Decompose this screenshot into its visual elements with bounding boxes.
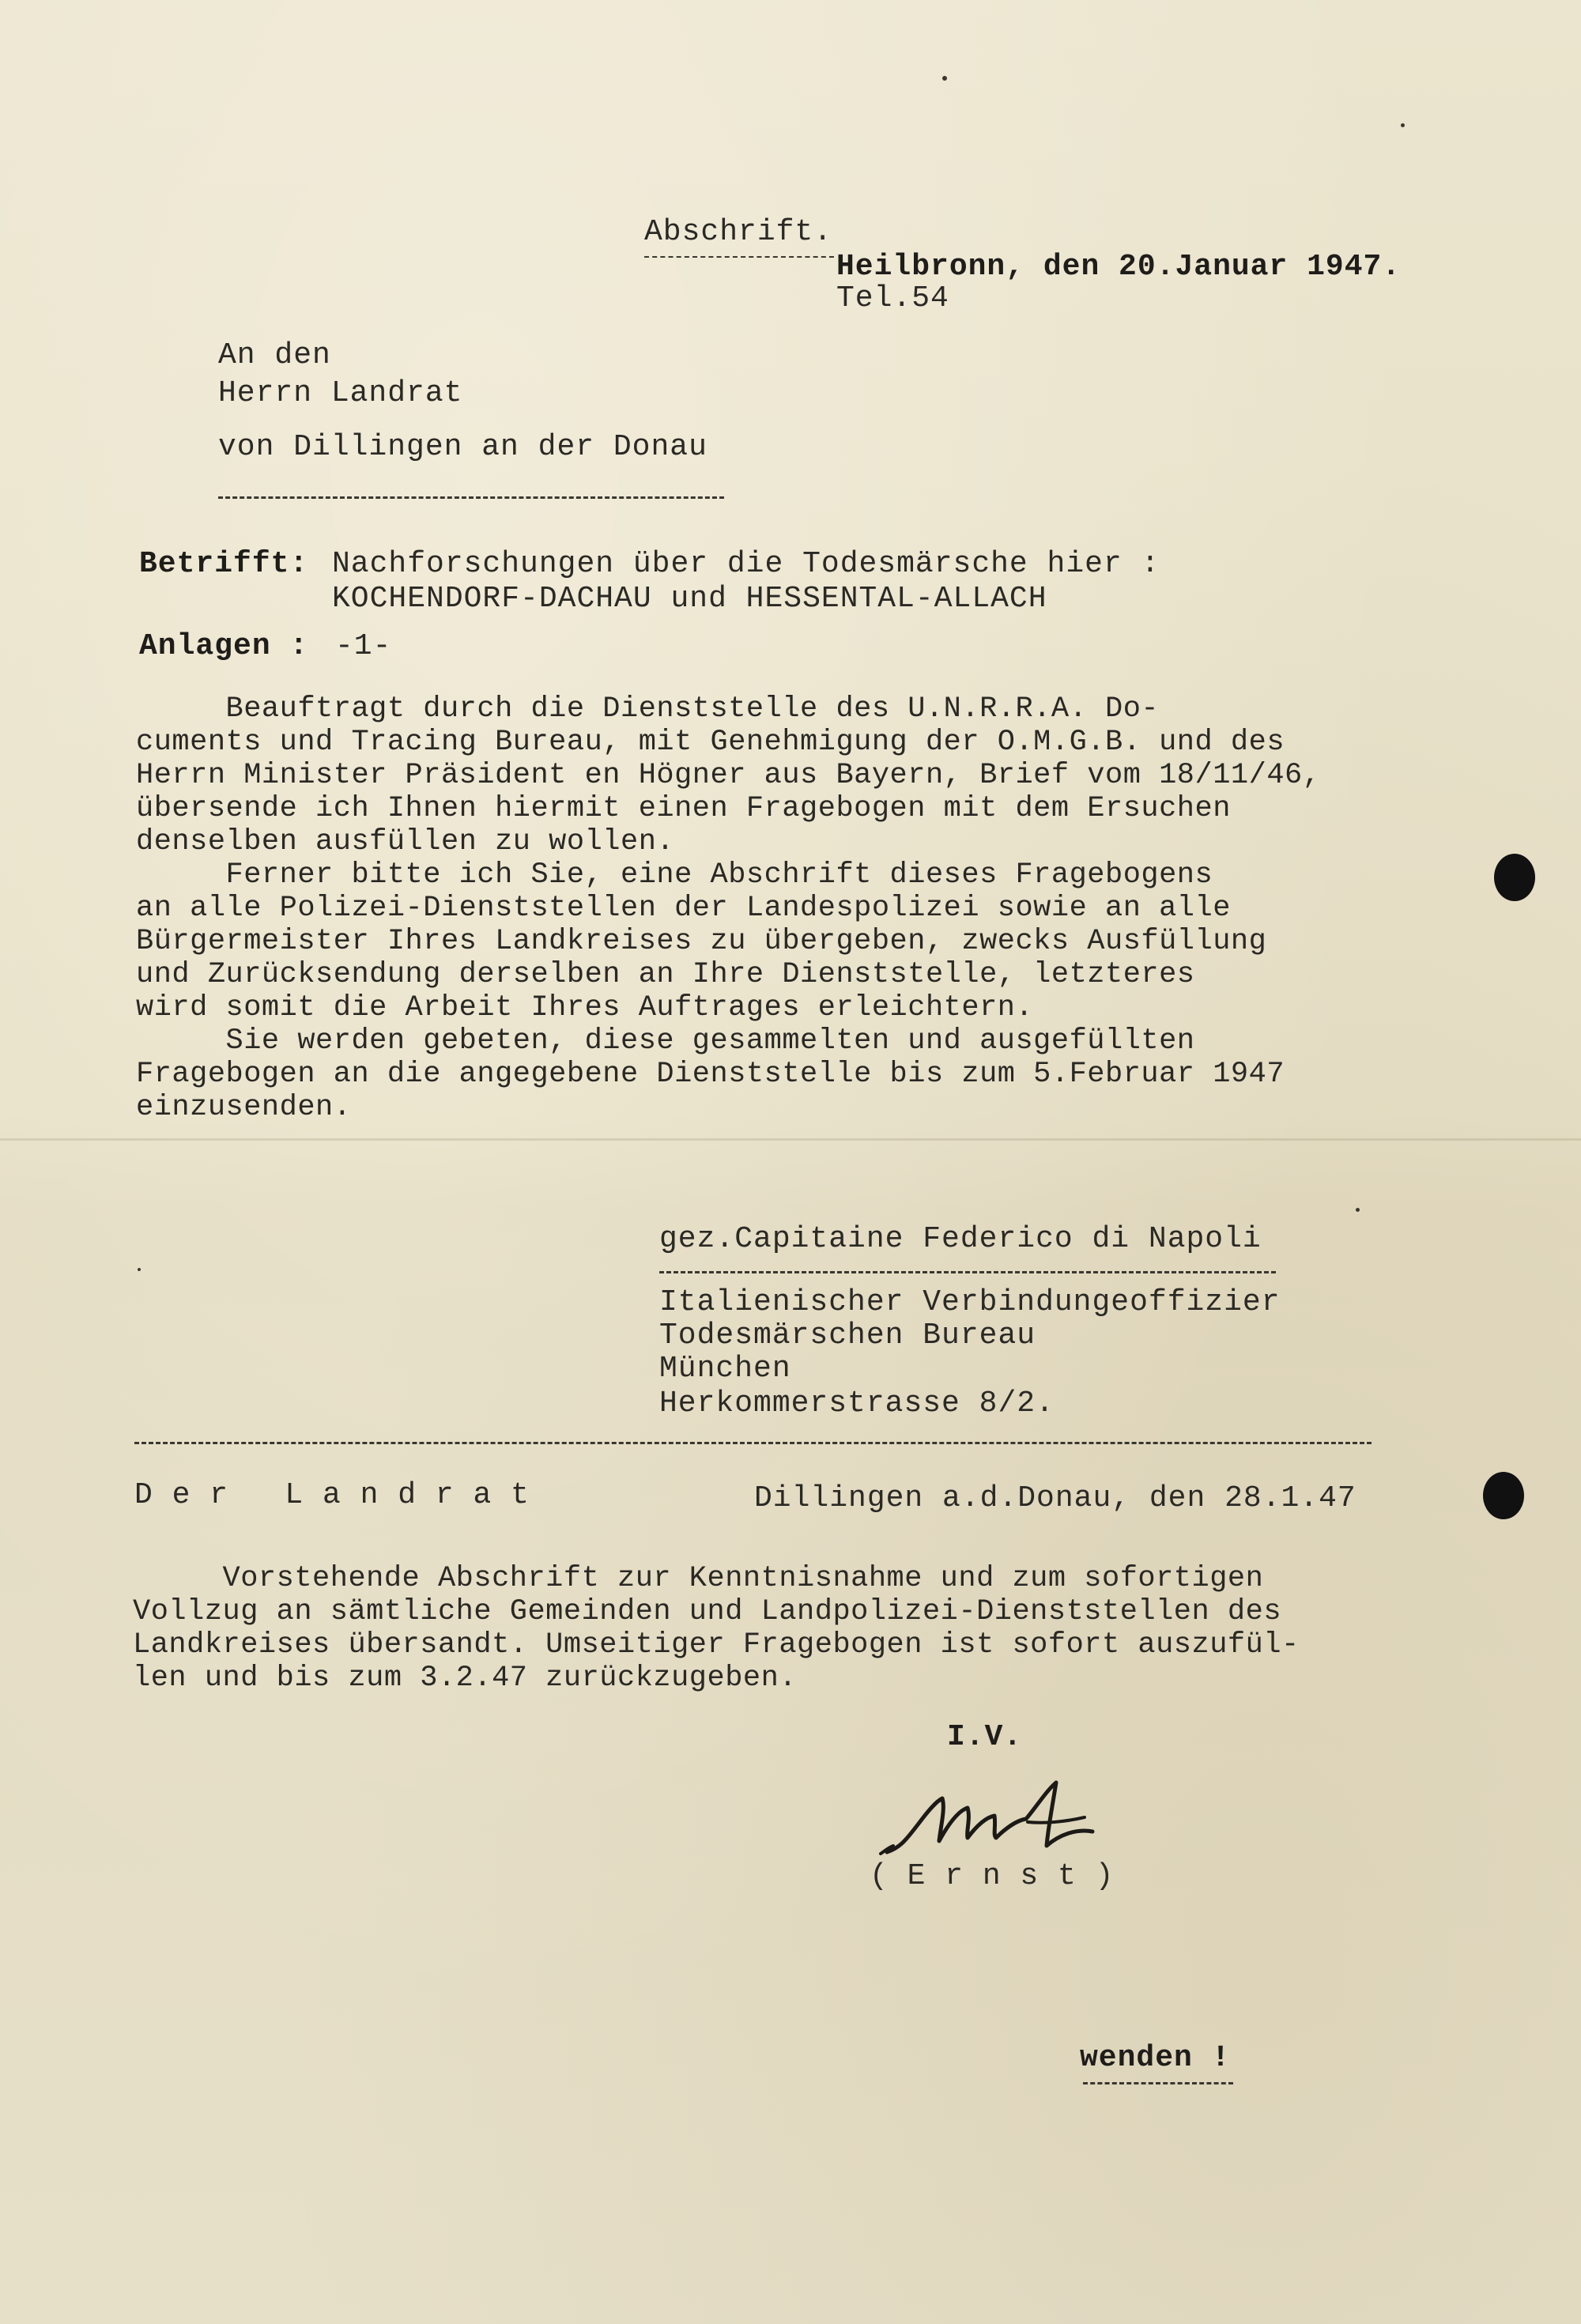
endorsement-place-date: Dillingen a.d.Donau, den 28.1.47 (754, 1481, 1356, 1515)
turn-over-note: wenden ! (1080, 2041, 1231, 2075)
attachments-value: -1- (335, 629, 392, 663)
speck (942, 76, 947, 81)
body-line: einzusenden. (136, 1091, 352, 1124)
body-line: wird somit die Arbeit Ihres Auftrages erleichtern. (136, 991, 1034, 1024)
body-line: Sie werden gebeten, diese gesammelten und ausgefüllten (136, 1024, 1195, 1058)
sender-signed: gez.Capitaine Federico di Napoli (659, 1222, 1262, 1256)
section-separator (134, 1442, 1372, 1444)
speck (1356, 1208, 1360, 1212)
iv-label: I.V. (947, 1720, 1023, 1754)
place-date: Heilbronn, den 20.Januar 1947. (836, 250, 1402, 284)
body-line: Ferner bitte ich Sie, eine Abschrift dieses Fragebogens (136, 858, 1213, 892)
recipient-line-3: von Dillingen an der Donau (218, 430, 707, 464)
endorsement-line: Vorstehende Abschrift zur Kenntnisnahme und zum sofortigen (133, 1562, 1264, 1595)
endorsement-line: Landkreises übersandt. Umseitiger Fragebogen ist sofort auszufül- (133, 1628, 1300, 1662)
subject-line-1: Nachforschungen über die Todesmärsche hier : (332, 547, 1160, 581)
endorsement-body (133, 1562, 1382, 1695)
phone-number: Tel.54 (836, 281, 949, 315)
subject-label: Betrifft: (139, 547, 309, 581)
punch-hole-upper (1494, 854, 1535, 901)
body-line: Beauftragt durch die Dienststelle des U.N.R.R.A. Do- (136, 692, 1160, 726)
subject-line-2: KOCHENDORF-DACHAU und HESSENTAL-ALLACH (332, 582, 1047, 616)
body-line: an alle Polizei-Dienststellen der Landespolizei sowie an alle (136, 892, 1231, 925)
recipient-line-2: Herrn Landrat (218, 376, 463, 410)
speck (138, 1268, 141, 1271)
letter-body (136, 692, 1385, 1124)
speck (1401, 123, 1405, 127)
endorsement-line: len und bis zum 3.2.47 zurückzugeben. (133, 1662, 798, 1695)
body-line: übersende ich Ihnen hiermit einen Fragebogen mit dem Ersuchen (136, 792, 1231, 825)
turn-over-underline (1083, 2082, 1233, 2084)
recipient-rule (218, 496, 724, 499)
sender-rule (659, 1271, 1276, 1273)
body-line: Bürgermeister Ihres Landkreises zu übergeben, zwecks Ausfüllung (136, 925, 1267, 958)
sender-title: Italienischer Verbindungeoffizier (659, 1285, 1281, 1319)
sender-office: Todesmärschen Bureau (659, 1319, 1036, 1353)
endorsement-line: Vollzug an sämtliche Gemeinden und Landpolizei-Dienststellen des (133, 1595, 1282, 1628)
fold-line (0, 1138, 1581, 1141)
endorsement-authority: D e r L a n d r a t (134, 1478, 530, 1512)
copy-label-underline (644, 256, 834, 258)
body-line: Herrn Minister Präsident en Högner aus Bayern, Brief vom 18/11/46, (136, 759, 1321, 792)
body-line: Fragebogen an die angegebene Dienststelle bis zum 5.Februar 1947 (136, 1058, 1285, 1091)
punch-hole-lower (1483, 1472, 1524, 1519)
body-line: cuments und Tracing Bureau, mit Genehmigung der O.M.G.B. und des (136, 726, 1285, 759)
sender-street: Herkommerstrasse 8/2. (659, 1386, 1055, 1420)
body-line: und Zurücksendung derselben an Ihre Dienststelle, letzteres (136, 958, 1195, 991)
body-line: denselben ausfüllen zu wollen. (136, 825, 675, 858)
sender-city: München (659, 1352, 791, 1386)
copy-label: Abschrift. (644, 215, 833, 249)
recipient-line-1: An den (218, 338, 331, 372)
signatory-name: ( E r n s t ) (870, 1859, 1115, 1893)
attachments-label: Anlagen : (139, 629, 309, 663)
